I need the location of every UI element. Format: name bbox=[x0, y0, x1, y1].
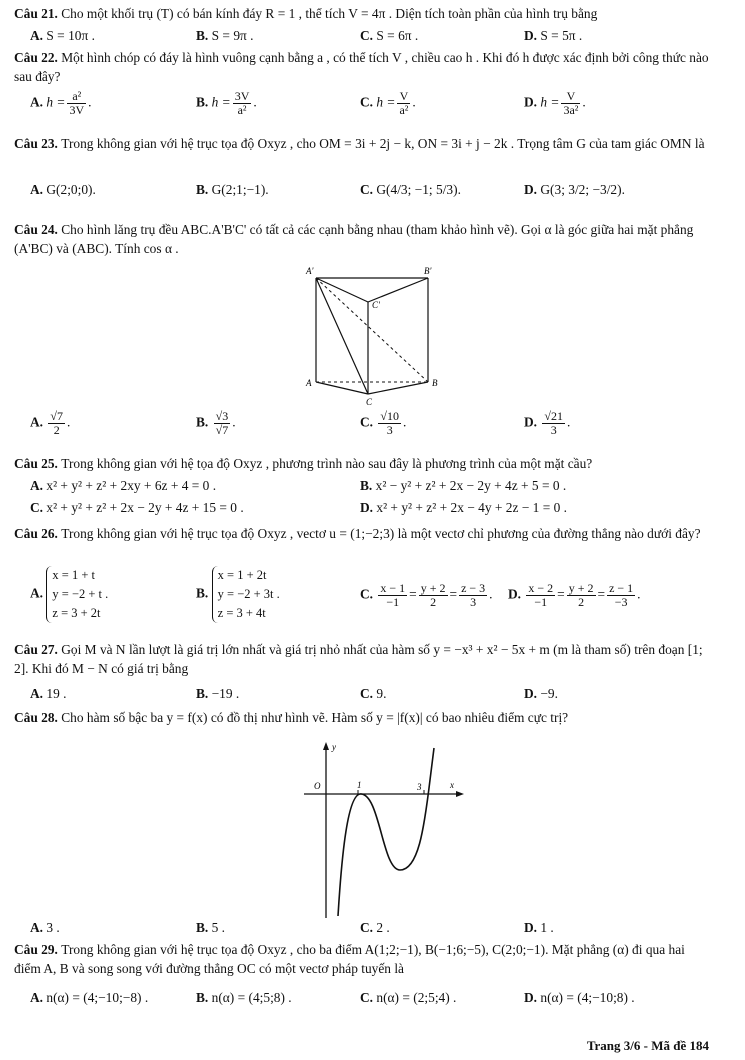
label-cprime: C' bbox=[372, 300, 380, 310]
option-b[interactable]: B. G(2;1;−1). bbox=[196, 182, 269, 197]
system-b: x = 1 + 2t y = −2 + 3t . z = 3 + 4t bbox=[212, 566, 280, 623]
option-a[interactable]: A. $\frac{√7}{2}$ . bbox=[30, 409, 71, 437]
question-text bbox=[14, 50, 709, 84]
option-a[interactable]: A. 3 . bbox=[30, 920, 60, 935]
option-d[interactable]: D. $\frac{√21}{3}$ . bbox=[524, 409, 571, 437]
question-number: Câu 23. bbox=[14, 136, 62, 151]
option-c[interactable]: C. x² + y² + z² + 2x − 2y + 4z + 15 = 0 . bbox=[30, 500, 244, 515]
question-body: Trong không gian với hệ trục tọa độ Oxyz , cho OM = 3i + 2j − k, ON = 3i + j − 2k . Trọng tâm G của tam giác OMN là bbox=[61, 136, 705, 151]
edge-aprime-cprime bbox=[316, 278, 368, 302]
question-number: Câu 24. bbox=[14, 222, 62, 237]
option-c[interactable]: C. h = $\frac{V}{\text{a²}}$ . bbox=[360, 89, 416, 117]
question-text bbox=[14, 526, 701, 541]
edge-b-c bbox=[368, 382, 428, 394]
question-number: Câu 25. bbox=[14, 456, 62, 471]
options-23 bbox=[30, 182, 720, 202]
system-a: x = 1 + t y = −2 + t . z = 3 + 2t bbox=[46, 566, 108, 623]
question-number: Câu 29. bbox=[14, 942, 62, 957]
option-a[interactable]: A. h = $\frac{\text{a²}}{3V}$ . bbox=[30, 89, 92, 117]
options-25-row1 bbox=[30, 478, 720, 498]
option-b[interactable]: B. $\frac{√3}{√7}$ . bbox=[196, 409, 236, 437]
question-body: Cho hàm số bậc ba y = f(x) có đồ thị như hình vẽ. Hàm số y = |f(x)| có bao nhiêu điểm cực trị? bbox=[61, 710, 569, 725]
label-x: x bbox=[450, 780, 454, 790]
cubic-curve bbox=[338, 748, 434, 916]
cubic-graph bbox=[300, 740, 470, 920]
option-c[interactable]: C. $\frac{√10}{3}$ . bbox=[360, 409, 407, 437]
options-24 bbox=[30, 410, 720, 446]
option-b[interactable]: B. −19 . bbox=[196, 686, 240, 701]
option-c[interactable]: C. 2 . bbox=[360, 920, 390, 935]
edge-a-c bbox=[316, 382, 368, 394]
option-b[interactable]: B. x = 1 + 2t y = −2 + 3t . z = 3 + 4t bbox=[196, 566, 280, 623]
option-b[interactable]: B. 5 . bbox=[196, 920, 226, 935]
question-text bbox=[14, 222, 693, 256]
question-21 bbox=[14, 4, 714, 23]
option-a[interactable]: A. 19 . bbox=[30, 686, 67, 701]
option-c[interactable]: C. G(4/3; −1; 5/3). bbox=[360, 182, 461, 197]
options-25-row2 bbox=[30, 500, 720, 520]
question-body: Cho hình lăng trụ đều ABC.A'B'C' có tất cả các cạnh bằng nhau (tham khảo hình vẽ). Gọi α là góc giữa hai mặt phẳng (A'BC) và (ABC). Tính cos α . bbox=[14, 222, 694, 256]
prism-figure bbox=[300, 264, 450, 408]
option-d[interactable]: D. 1 . bbox=[524, 920, 554, 935]
question-body: Trong không gian với hệ trục tọa độ Oxyz , vectơ u = (1;−2;3) là một vectơ chỉ phương của đường thẳng nào dưới đây? bbox=[61, 526, 701, 541]
label-a: A bbox=[306, 378, 312, 388]
option-d[interactable]: D. $\frac{x - 2}{-1}$ = $\frac{y + 2}{2}$ = $\frac{z - 1}{-3}$ . bbox=[508, 581, 641, 609]
question-28 bbox=[14, 708, 714, 727]
x-axis-arrow bbox=[456, 791, 464, 797]
question-26 bbox=[14, 524, 714, 543]
question-number: Câu 26. bbox=[14, 526, 62, 541]
option-b[interactable]: B. n(α) = (4;5;8) . bbox=[196, 990, 292, 1005]
question-number: Câu 21. bbox=[14, 6, 62, 21]
option-d[interactable]: D. S = 5π . bbox=[524, 28, 583, 43]
question-body: Trong không gian với hệ tọa độ Oxyz , phương trình nào sau đây là phương trình của một mặt cầu? bbox=[61, 456, 593, 471]
question-25 bbox=[14, 454, 714, 473]
option-b[interactable]: B. h = $\frac{3V}{\text{a²}}$ . bbox=[196, 89, 257, 117]
options-27 bbox=[30, 686, 720, 706]
option-c[interactable]: C. $\frac{x - 1}{-1}$ = $\frac{y + 2}{2}$ = $\frac{z - 3}{3}$ . bbox=[360, 581, 493, 609]
option-a[interactable]: A. G(2;0;0). bbox=[30, 182, 96, 197]
question-number: Câu 28. bbox=[14, 710, 62, 725]
question-text bbox=[14, 710, 568, 725]
options-28 bbox=[30, 920, 720, 940]
question-24 bbox=[14, 220, 714, 258]
question-29 bbox=[14, 940, 714, 978]
option-b[interactable]: B. S = 9π . bbox=[196, 28, 254, 43]
label-c: C bbox=[366, 397, 373, 407]
page-footer: Trang 3/6 - Mã đề 184 bbox=[586, 1038, 709, 1053]
question-body: Một hình chóp có đáy là hình vuông cạnh bằng a , có thể tích V , chiều cao h . Khi đó h được xác định bởi công thức nào sau đây? bbox=[14, 50, 709, 84]
option-a[interactable]: A. x = 1 + t y = −2 + t . z = 3 + 2t bbox=[30, 566, 108, 623]
y-axis-arrow bbox=[323, 742, 329, 750]
question-body: Gọi M và N lần lượt là giá trị lớn nhất và giá trị nhỏ nhất của hàm số y = −x³ + x² − 5x + m (m là tham số) trên đoạn [1; 2]. Khi đó M − N có giá trị bằng bbox=[14, 642, 703, 676]
label-b: B bbox=[432, 378, 438, 388]
option-a[interactable]: A. n(α) = (4;−10;−8) . bbox=[30, 990, 149, 1005]
option-b[interactable]: B. x² − y² + z² + 2x − 2y + 4z + 5 = 0 . bbox=[360, 478, 567, 493]
question-body: Cho một khối trụ (T) có bán kính đáy R = 1 , thể tích V = 4π . Diện tích toàn phần của hình trụ bằng bbox=[61, 6, 598, 21]
option-c[interactable]: C. 9. bbox=[360, 686, 387, 701]
diag-aprime-b bbox=[316, 278, 428, 382]
option-d[interactable]: D. G(3; 3/2; −3/2). bbox=[524, 182, 625, 197]
question-22 bbox=[14, 48, 714, 86]
question-number: Câu 27. bbox=[14, 642, 62, 657]
option-d[interactable]: D. x² + y² + z² + 2x − 4y + 2z − 1 = 0 . bbox=[360, 500, 567, 515]
diag-aprime-c bbox=[316, 278, 368, 394]
question-text bbox=[14, 136, 705, 151]
question-text bbox=[14, 456, 592, 471]
option-d[interactable]: D. h = $\frac{V}{\text{3a²}}$ . bbox=[524, 89, 586, 117]
option-d[interactable]: D. n(α) = (4;−10;8) . bbox=[524, 990, 635, 1005]
label-1: 1 bbox=[357, 780, 362, 790]
question-body: Trong không gian với hệ trục tọa độ Oxyz , cho ba điểm A(1;2;−1), B(−1;6;−5), C(2;0;−1). Mặt phẳng (α) đi qua hai điểm A, B và song song với đường thẳng OC có một vectơ pháp tuyến là bbox=[14, 942, 685, 976]
option-a[interactable]: A. S = 10π . bbox=[30, 28, 95, 43]
option-d[interactable]: D. −9. bbox=[524, 686, 558, 701]
question-27 bbox=[14, 640, 714, 678]
edge-bprime-cprime bbox=[368, 278, 428, 302]
options-21 bbox=[30, 28, 720, 48]
options-22 bbox=[30, 90, 720, 124]
question-23 bbox=[14, 134, 714, 153]
question-number: Câu 22. bbox=[14, 50, 62, 65]
label-3: 3 bbox=[417, 782, 422, 792]
label-bprime: B' bbox=[424, 266, 432, 276]
question-text bbox=[14, 942, 685, 976]
options-29 bbox=[30, 990, 720, 1010]
label-o: O bbox=[314, 781, 321, 791]
question-text bbox=[14, 642, 703, 676]
options-26 bbox=[30, 566, 720, 630]
label-y: y bbox=[332, 742, 336, 752]
option-c[interactable]: C. S = 6π . bbox=[360, 28, 419, 43]
option-a[interactable]: A. x² + y² + z² + 2xy + 6z + 4 = 0 . bbox=[30, 478, 217, 493]
label-aprime: A' bbox=[306, 266, 314, 276]
question-text bbox=[14, 6, 597, 21]
option-c[interactable]: C. n(α) = (2;5;4) . bbox=[360, 990, 457, 1005]
